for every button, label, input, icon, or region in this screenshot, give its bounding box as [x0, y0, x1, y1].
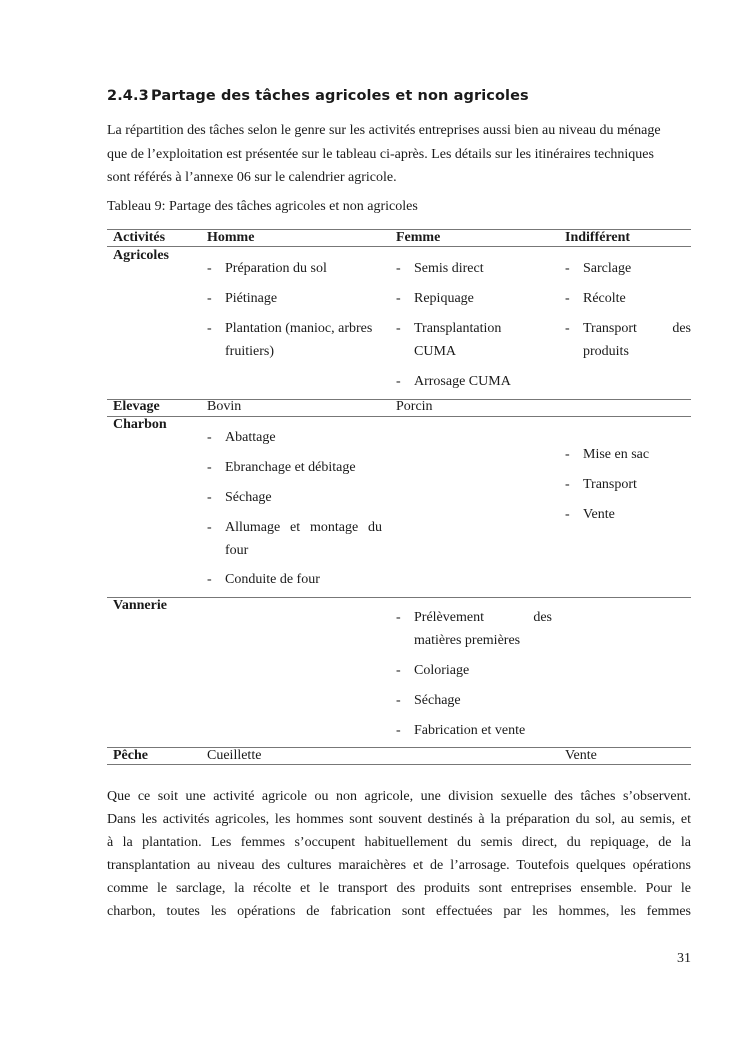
table-caption: Tableau 9: Partage des tâches agricoles et non agricoles: [107, 199, 418, 214]
section-number: 2.4.3: [107, 88, 149, 104]
header-indifferent: Indifférent: [565, 230, 631, 245]
intro-line-last: sont référés à l’annexe 06 sur le calendrier agricole.: [107, 170, 397, 185]
peche-homme: Cueillette: [207, 748, 262, 763]
conclusion-line: à la plantation. Les femmes s’occupent habituellement du semis direct, du repiquage, de la: [107, 835, 691, 850]
table-rule-bottom: [107, 764, 691, 765]
conclusion-paragraph: [107, 785, 691, 923]
conclusion-line: Dans les activités agricoles, les hommes sont souvent destinés à la préparation du sol, au semis, et: [107, 812, 691, 827]
intro-paragraph: [107, 119, 691, 190]
table-rule-elevage: [107, 416, 691, 417]
table-rule-vannerie: [107, 747, 691, 748]
row-label-agricoles: Agricoles: [113, 248, 169, 263]
row-label-peche: Pêche: [113, 748, 148, 763]
intro-line: que de l’exploitation est présentée sur le tableau ci-après. Les détails sur les itinéraires techniques: [107, 146, 654, 162]
header-femme: Femme: [396, 230, 441, 245]
table-rule-charbon: [107, 597, 691, 598]
header-homme: Homme: [207, 230, 255, 245]
elevage-femme: Porcin: [396, 399, 433, 414]
intro-line: La répartition des tâches selon le genre sur les activités entreprises aussi bien au niveau du ménage: [107, 123, 661, 138]
conclusion-line: charbon, toutes les opérations de fabrication sont effectuées par les hommes, les femmes: [107, 904, 691, 919]
row-label-elevage: Elevage: [113, 399, 160, 414]
row-label-charbon: Charbon: [113, 417, 167, 432]
header-activites: Activités: [113, 230, 166, 245]
conclusion-line: comme le sarclage, la récolte et le transport des produits sont entreprises ensemble. Pour le: [107, 881, 691, 896]
table-rule-header: [107, 246, 691, 247]
section-heading: [107, 88, 529, 104]
elevage-homme: Bovin: [207, 399, 242, 414]
conclusion-line: transplantation au niveau des cultures maraichères et de l’arrosage. Toutefois quelques opérations: [107, 858, 691, 873]
conclusion-line: Que ce soit une activité agricole ou non agricole, une division sexuelle des tâches s’observent.: [107, 789, 691, 804]
section-title: Partage des tâches agricoles et non agricoles: [151, 88, 529, 104]
peche-indifferent: Vente: [565, 748, 597, 763]
page-number: 31: [677, 951, 691, 966]
row-label-vannerie: Vannerie: [113, 598, 167, 613]
